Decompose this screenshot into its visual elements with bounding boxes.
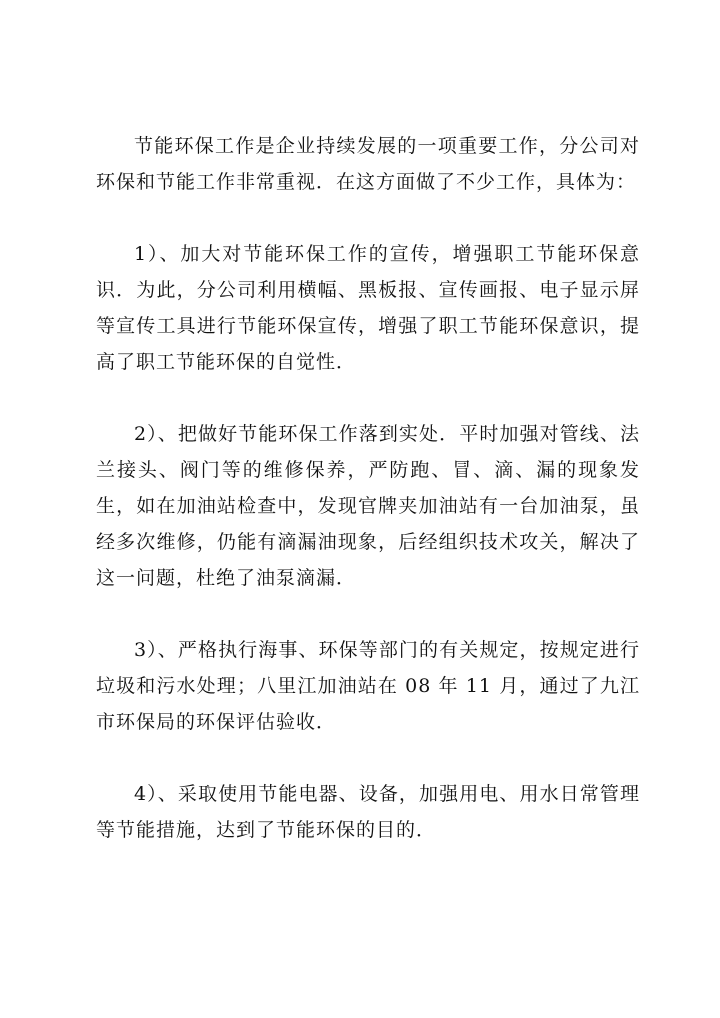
paragraph-item-4: 4）、采取使用节能电器、设备，加强用电、用水日常管理等节能措施，达到了节能环保的目的． bbox=[96, 783, 640, 841]
document-body bbox=[96, 128, 640, 884]
paragraph-item-2: 2）、把做好节能环保工作落到实处．平时加强对管线、法兰接头、阀门等的维修保养，严防跑、冒、滴、漏的现象发生，如在加油站检查中，发现官牌夹加油站有一台加油泵，虽经多次维修，仍能有滴漏油现象，后经组织技术攻关，解决了这一问题，杜绝了油泵滴漏． bbox=[96, 423, 640, 589]
intro-paragraph: 节能环保工作是企业持续发展的一项重要工作，分公司对环保和节能工作非常重视．在这方面做了不少工作，具体为： bbox=[96, 135, 640, 193]
paragraph-item-1: 1）、加大对节能环保工作的宣传，增强职工节能环保意识．为此，分公司利用横幅、黑板报、宣传画报、电子显示屏等宣传工具进行节能环保宣传，增强了职工节能环保意识，提高了职工节能环保的自觉性． bbox=[96, 243, 640, 373]
paragraph-item-3: 3）、严格执行海事、环保等部门的有关规定，按规定进行垃圾和污水处理；八里江加油站在 08 年 11 月，通过了九江市环保局的环保评估验收． bbox=[96, 639, 640, 733]
